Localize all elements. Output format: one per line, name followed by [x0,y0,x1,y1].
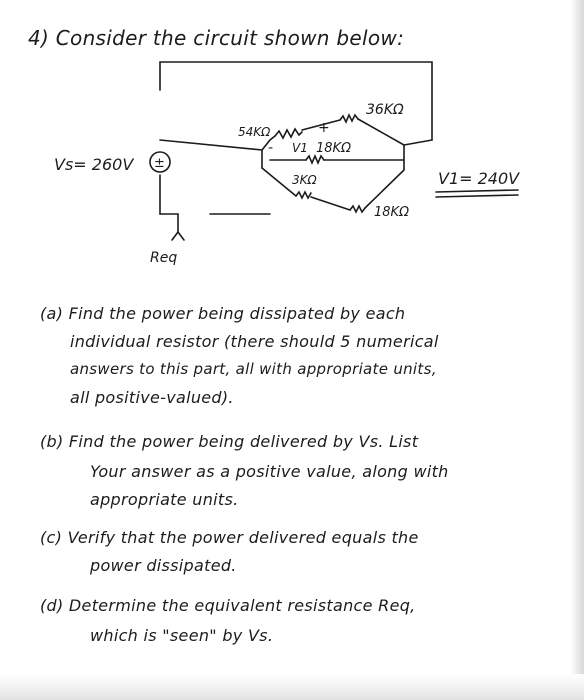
question-c-line-2: power dissipated. [90,556,237,575]
question-a-line-3: answers to this part, all with appropriate units, [70,360,437,378]
resistor-18k-bottom [350,206,365,212]
question-a-line-2: individual resistor (there should 5 numerical [70,332,439,351]
wire-top [160,62,432,140]
question-b-line-2: Your answer as a positive value, along with [90,462,449,481]
resistor-3k [296,192,311,198]
label-18k-bottom: 18KΩ [374,205,410,220]
question-b-line-1: (b) Find the power being delivered by Vs. List [40,432,419,451]
req-arrow-icon [172,232,184,240]
bridge-top-right-arm [358,119,404,145]
v1-plus: + [318,120,330,136]
circuit-diagram [0,0,584,290]
bridge-lower-right [365,145,404,208]
label-36k: 36KΩ [366,102,404,118]
bridge-right-node [404,140,432,145]
label-54k: 54KΩ [238,125,271,139]
bridge-left-node [160,140,262,168]
v1-minus: - [268,140,274,156]
resistor-54k [275,129,302,138]
page-bottom-shadow [0,674,584,700]
v1-value: V1= 240V [438,169,520,188]
question-d-line-1: (d) Determine the equivalent resistance Req, [40,596,416,615]
question-a-line-1: (a) Find the power being dissipated by each [40,304,406,323]
problem-heading: 4) Consider the circuit shown below: [28,26,405,50]
vs-label: Vs= 260V [54,155,134,174]
v1-underline-2 [436,195,518,197]
req-label: Req [150,250,178,266]
question-d-line-2: which is "seen" by Vs. [90,626,274,645]
resistor-18k-top [306,156,324,163]
v1-marker: V1 [292,141,308,155]
page-edge-shadow [570,0,584,700]
source-polarity: ± [154,156,165,171]
label-3k: 3KΩ [292,173,317,187]
bridge-lower-mid [311,197,350,210]
resistor-36k [340,115,358,122]
bridge-lower-left [262,168,296,196]
question-a-line-4: all positive-valued). [70,388,234,407]
question-b-line-3: appropriate units. [90,490,239,509]
question-c-line-1: (c) Verify that the power delivered equals the [40,528,419,547]
v1-underline-1 [436,190,518,192]
label-18k-top: 18KΩ [316,141,352,156]
